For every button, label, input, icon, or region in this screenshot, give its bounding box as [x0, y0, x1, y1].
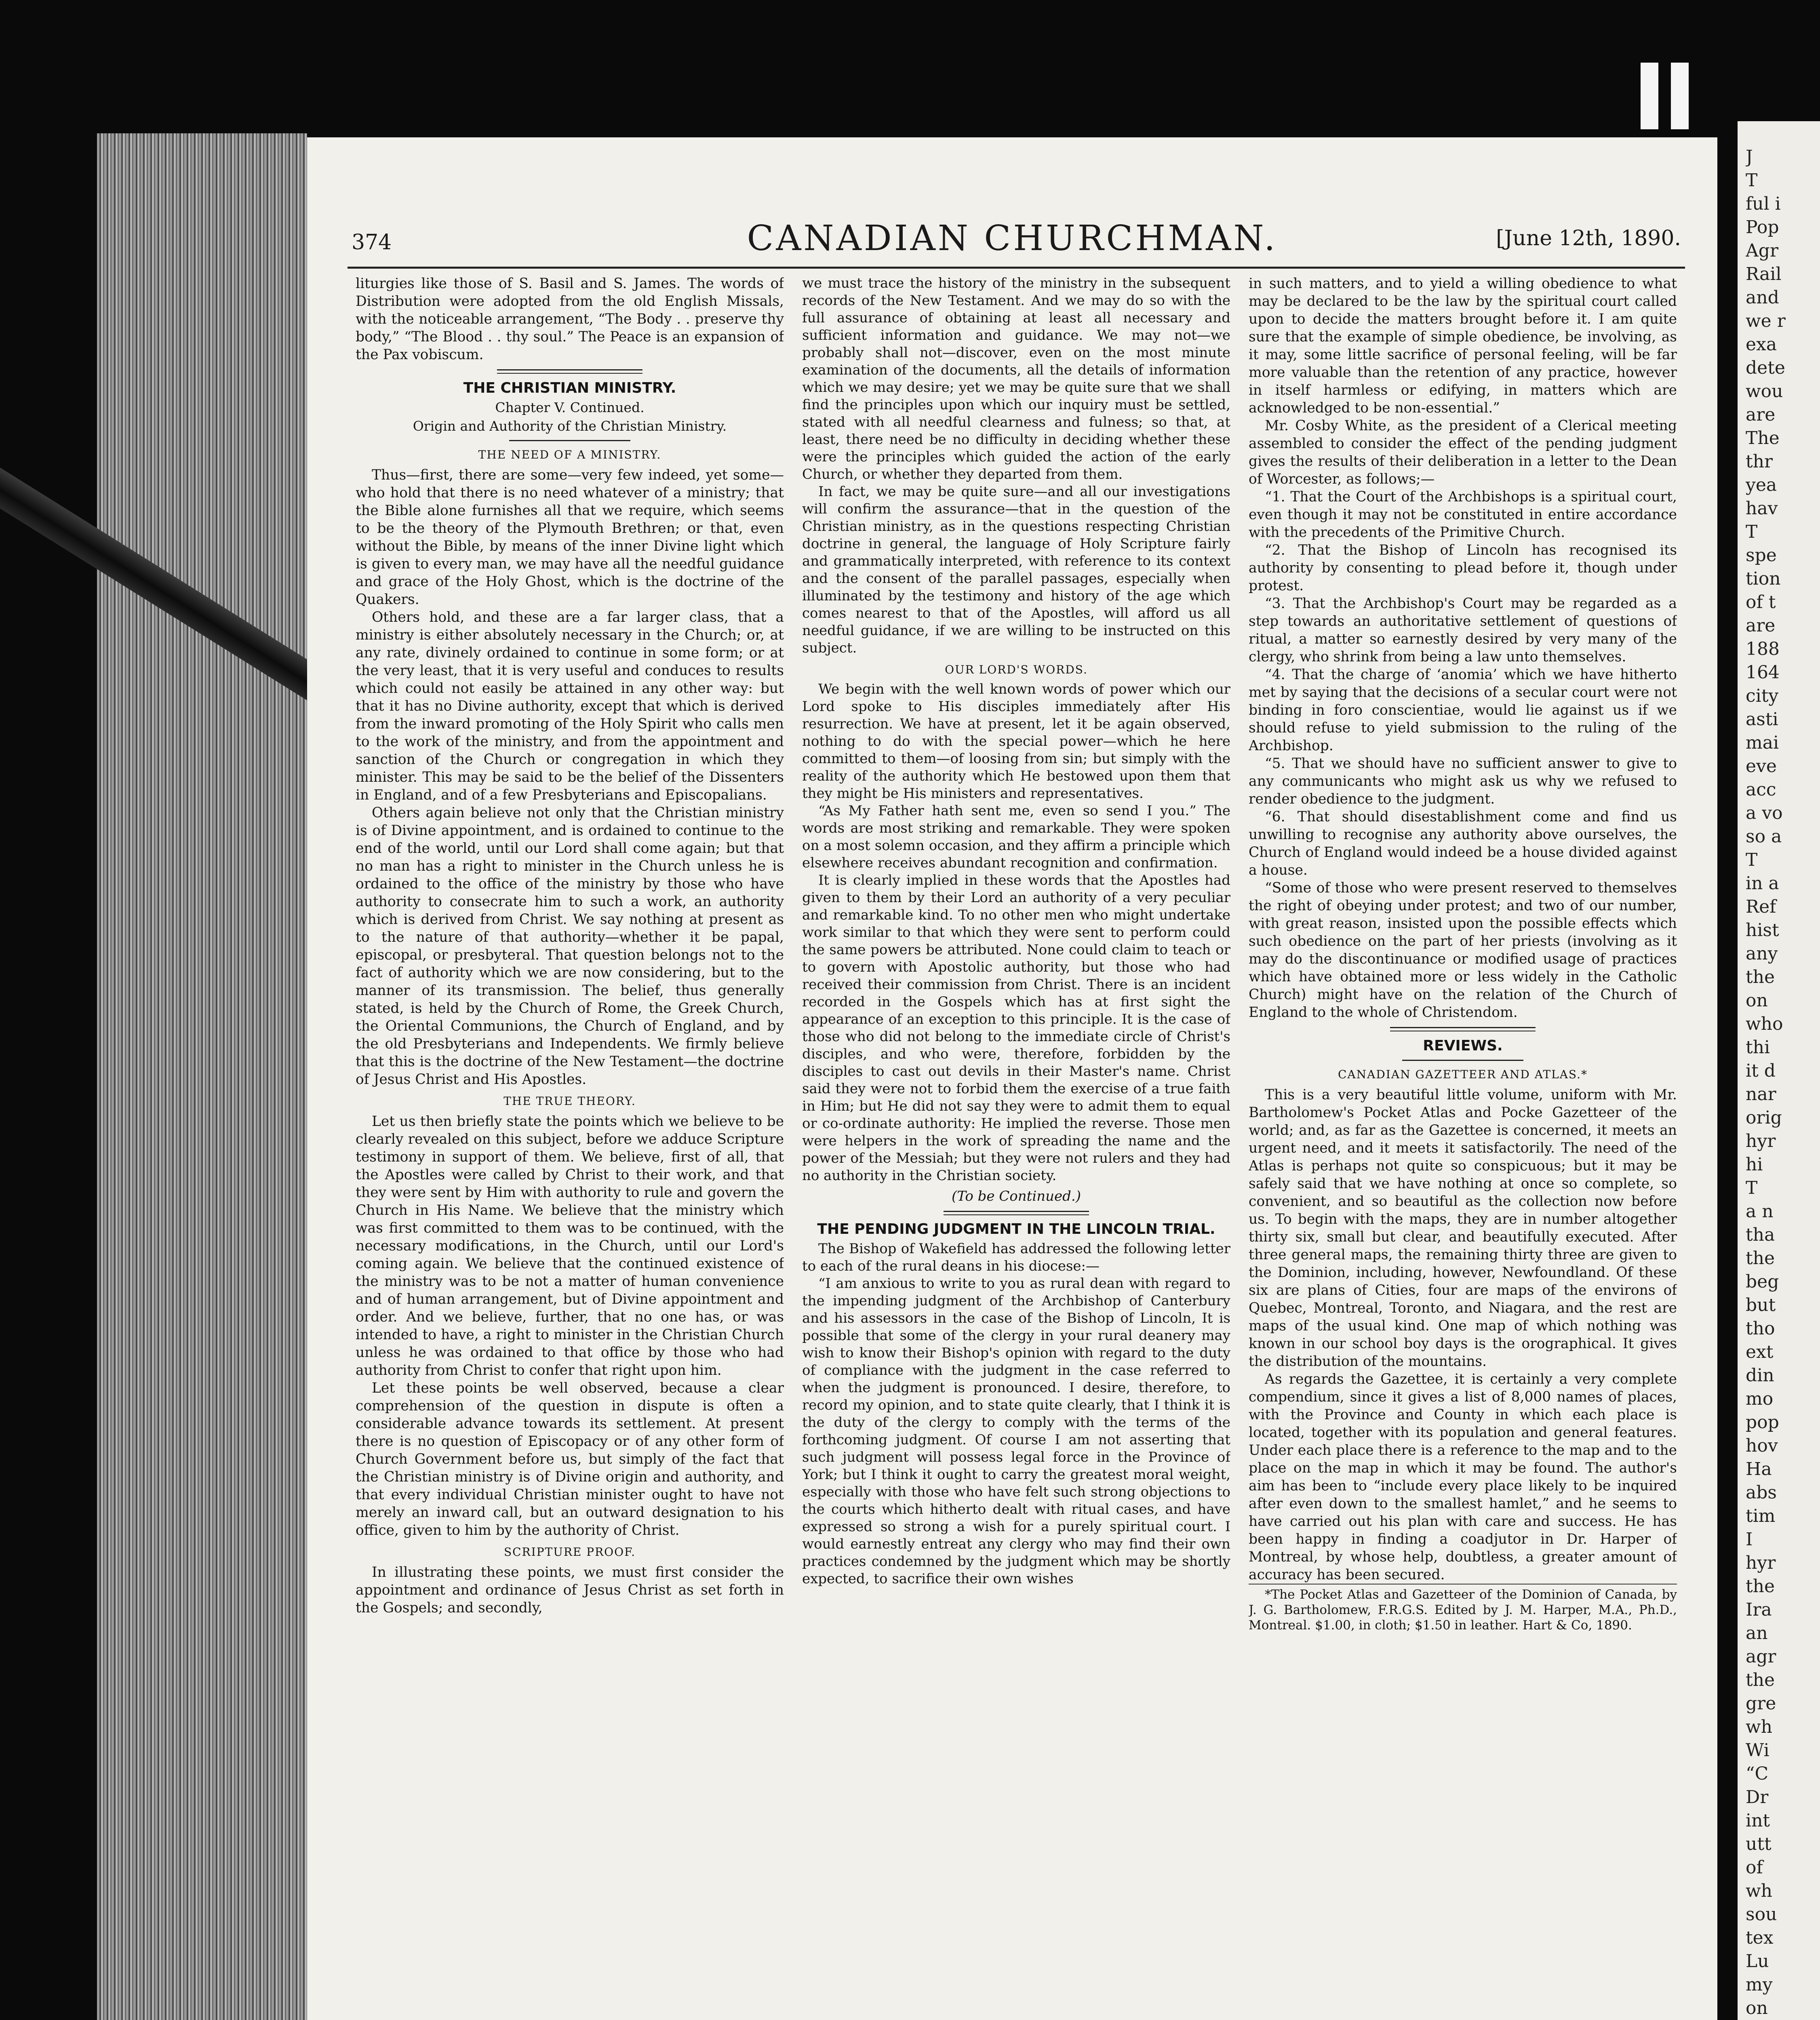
next-page-fragment: hyr [1746, 1553, 1776, 1573]
next-page-fragment: abs [1746, 1482, 1777, 1503]
next-page-fragment: tion [1746, 568, 1781, 589]
page-edges [97, 133, 307, 2020]
next-page-fragment: are [1746, 404, 1776, 425]
next-page-fragment: agr [1746, 1646, 1776, 1667]
next-page-fragment: hyr [1746, 1131, 1776, 1151]
next-page-fragment: but [1746, 1295, 1776, 1315]
footnote: *The Pocket Atlas and Gazetteer of the Dominion of Canada, by J. G. Bartholomew, F.R.G.S. Edited by J. M. Harper, M.A., Ph.D., Montreal. $1.00, in cloth; $1.50 in leather. Hart & Co, 1890. [1249, 1584, 1677, 1633]
next-page-fragment: and [1746, 287, 1779, 308]
next-page-fragment: Wi [1746, 1740, 1769, 1761]
next-page-fragment: The [1746, 428, 1780, 448]
next-page-fragment: tho [1746, 1318, 1775, 1339]
next-page-fragment: Ira [1746, 1599, 1772, 1620]
column-3 [1249, 275, 1677, 2020]
next-page-fragment: “C [1746, 1763, 1769, 1784]
article-separator [944, 1211, 1089, 1215]
next-page-fragment: in a [1746, 873, 1779, 894]
article-title: THE PENDING JUDGMENT IN THE LINCOLN TRIAL. [817, 1221, 1215, 1237]
next-page-fragment: orig [1746, 1107, 1782, 1128]
next-page-fragment: the [1746, 1576, 1775, 1597]
next-page-fragment: T [1746, 170, 1758, 191]
next-page-fragment: T [1746, 522, 1758, 542]
paragraph: “1. That the Court of the Archbishops is a spiritual court, even though it may not be constituted in entire accordance with the precedents of the Primitive Church. [1249, 489, 1677, 541]
next-page-fragment: asti [1746, 709, 1778, 730]
article-separator [1390, 1027, 1536, 1031]
to-be-continued: (To be Continued.) [952, 1188, 1081, 1204]
divider [1402, 1060, 1523, 1061]
next-page-fragment: thr [1746, 451, 1773, 472]
subheading: OUR LORD'S WORDS. [945, 663, 1088, 676]
paragraph: “5. That we should have no sufficient answer to give to any communicants who might ask us why we refused to render obedience to the judgment. [1249, 755, 1677, 807]
next-page-fragment: on [1746, 1998, 1768, 2018]
paragraph: Let these points be well observed, because a clear comprehension of the question in dispute is often a considerable advance towards its settlement. At present there is no question of Episcopacy or of any other form of Church Government before us, but simply of the fact that the Christian ministry is of Divine origin and authority, and that every individual Christian minister ought to have not merely an inward call, but an outward designation to his office, given to him by the authority of Christ. [356, 1380, 784, 1538]
scanner-marker [1641, 63, 1658, 129]
next-page-fragment: sou [1746, 1904, 1777, 1925]
paragraph: “Some of those who were present reserved to themselves the right of obeying under protest; and two of our number, with great reason, insisted upon the possible effects which such obedience on the part of her priests (involving as it may do the discontinuance or modified usage of practices which have obtained more or less widely in the Catholic Church) might have on the relation of the Church of England to the whole of Christendom. [1249, 880, 1677, 1021]
paragraph: We begin with the well known words of power which our Lord spoke to His disciples immediately after His resurrection. We have at present, let it be again observed, nothing to do with the special power—which he here committed to them—of loosing from sin; but simply with the reality of the authority which He bestowed upon them that they might be His ministers and representatives. [802, 681, 1230, 802]
column-2 [802, 275, 1230, 2020]
paragraph: Others again believe not only that the Christian ministry is of Divine appointment, and is ordained to continue to the end of the world, until our Lord shall come again; but that no man has a right to minister in the Church unless he is ordained to the office of the ministry by those who have authority to consecrate him to such a work, an authority which is derived from Christ. We say nothing at present as to the nature of that authority—whether it be papal, episcopal, or presbyteral. That question belongs not to the fact of authority which we are now considering, but to the manner of its transmission. The belief, thus generally stated, is held by the Church of Rome, the Greek Church, the Oriental Communions, the Church of England, and by the old Presbyterians and Independents. We firmly believe that this is the doctrine of the New Testament—the doctrine of Jesus Christ and His Apostles. [356, 805, 784, 1088]
section-title: REVIEWS. [1423, 1037, 1503, 1054]
next-page-fragment: Pop [1746, 217, 1779, 238]
paragraph: In illustrating these points, we must first consider the appointment and ordinance of Jesus Christ as set forth in the Gospels; and secondly, [356, 1564, 784, 1616]
next-page-fragment: tex [1746, 1927, 1774, 1948]
newspaper-title: CANADIAN CHURCHMAN. [747, 218, 1278, 259]
next-page-fragment: the [1746, 1670, 1775, 1690]
next-page-fragment: nar [1746, 1084, 1776, 1105]
next-page-fragment: spe [1746, 545, 1777, 566]
paragraph: we must trace the history of the ministry in the subsequent records of the New Testament. And we may do so with the full assurance of obtaining at least all necessary and sufficient information and guidance. We may not—we probably shall not—discover, even on the most minute examination of the documents, all the details of information which we may desire; yet we may be quite sure that we shall find the principles upon which our inquiry must be settled, stated with all needful clearness and fulness; so that, at least, there need be no difficulty in deciding whether these were the principles which guided the action of the early Church, or whether they departed from them. [802, 275, 1230, 482]
next-page-fragment: so a [1746, 826, 1782, 847]
masthead [339, 218, 1685, 263]
paragraph: Let us then briefly state the points which we believe to be clearly revealed on this subject, before we adduce Scripture testimony in support of them. We believe, first of all, that the Apostles were called by Christ to their work, and that they were sent by Him with authority to rule and govern the Church in His Name. We believe that the ministry which was first committed to them was to be continued, with the necessary modifications, in the Church, until our Lord's coming again. We believe that the continued existence of the ministry was to be not a matter of human convenience and of human arrangement, but of Divine appointment and order. And we believe, further, that no one has, or was intended to have, a right to minister in the Christian Church unless he was ordained to that office by those who had authority from Christ to confer that right upon him. [356, 1113, 784, 1378]
next-page-fragment: exa [1746, 334, 1777, 355]
next-page-fragment: the [1746, 1248, 1775, 1269]
next-page-fragment: ful i [1746, 194, 1781, 214]
next-page-fragment: Ha [1746, 1459, 1772, 1479]
next-page-fragment: who [1746, 1014, 1783, 1034]
subheading: THE TRUE THEORY. [503, 1094, 636, 1108]
paragraph: Others hold, and these are a far larger class, that a ministry is either absolutely necessary in the Church; or, at any rate, divinely ordained to continue in some form; or at the very least, that it is very useful and conduces to results which could not easily be attained in any other way: but that it has no Divine authority, except that which is derived from the inward promoting of the Holy Spirit who calls men to the work of the ministry, and from the appointment and sanction of the Church or congregation in which they minister. This may be said to be the belief of the Dissenters in England, and of a few Presbyterians and Episcopalians. [356, 609, 784, 803]
paragraph: Mr. Cosby White, as the president of a Clerical meeting assembled to consider the effect of the pending judgment gives the results of their deliberation in a letter to the Dean of Worcester, as follows;— [1249, 418, 1677, 487]
next-page-fragment: wh [1746, 1717, 1772, 1737]
next-page-fragment: tim [1746, 1506, 1776, 1526]
next-page-fragment: T [1746, 850, 1758, 870]
next-page-fragment: a n [1746, 1201, 1774, 1222]
column-1 [356, 275, 784, 2020]
header-rule [348, 267, 1685, 269]
paragraph: “As My Father hath sent me, even so send I you.” The words are most striking and remarkable. They were spoken on a most solemn occasion, and they affirm a principle which elsewhere receives abundant recognition and confirmation. [802, 803, 1230, 871]
next-page-fragment: wh [1746, 1881, 1772, 1901]
next-page-fragment: Dr [1746, 1787, 1769, 1807]
next-page-fragment: Agr [1746, 240, 1778, 261]
next-page-fragment: any [1746, 943, 1778, 964]
next-page-fragment: we r [1746, 311, 1786, 331]
paragraph: “2. That the Bishop of Lincoln has recognised its authority by consenting to plead before it, though under protest. [1249, 542, 1677, 594]
next-page-fragment: hov [1746, 1435, 1778, 1456]
next-page-fragment: utt [1746, 1834, 1772, 1854]
next-page-fragment: gre [1746, 1693, 1776, 1714]
next-page-fragment: T [1746, 1178, 1758, 1198]
next-page-fragment: a vo [1746, 803, 1783, 823]
issue-date: [June 12th, 1890. [1496, 226, 1681, 250]
paragraph: In fact, we may be quite sure—and all our investigations will confirm the assurance—that in the question of the Christian ministry, as in the questions respecting Christian doctrine in general, the language of Holy Scripture fairly and grammatically interpreted, with reference to its context and the consent of the parallel passages, especially when illuminated by the testimony and history of the age which comes nearest to that of the Apostles, will afford us all needful guidance, if we are willing to be instructed on this subject. [802, 484, 1230, 656]
next-page-fragment: Rail [1746, 264, 1782, 284]
next-page-fragment: the [1746, 967, 1775, 987]
paragraph: “6. That should disestablishment come and find us unwilling to recognise any authority above ourselves, the Church of England would indeed be a house divided against a house. [1249, 809, 1677, 878]
next-page-fragment: of t [1746, 592, 1776, 612]
next-page-fragment: Ref [1746, 896, 1776, 917]
next-page-fragment: yea [1746, 475, 1777, 495]
paragraph: Thus—first, there are some—very few indeed, yet some—who hold that there is no need whatever of a ministry; that the Bible alone furnishes all that we require, which seems to be the theory of the Plymouth Brethren; or that, even without the Bible, by means of the inner Divine light which is given to every man, we may have all the needful guidance and grace of the Holy Ghost, which is the doctrine of the Quakers. [356, 467, 784, 608]
paragraph: As regards the Gazettee, it is certainly a very complete compendium, since it gives a list of 8,000 names of places, with the Province and County in which each place is located, together with its population and general features. Under each place there is a reference to the map and to the place on the map in which it may be found. The author's aim has been to “include every place likely to be inquired after even down to the smallest hamlet,” and he seems to have carried out his plan with care and success. He has been happy in finding a coadjutor in Dr. Harper of Montreal, by whose help, doubtless, a greater amount of accuracy has been secured. [1249, 1371, 1677, 1583]
next-page-fragment: ext [1746, 1342, 1774, 1362]
next-page-fragment: dete [1746, 358, 1785, 378]
paragraph: liturgies like those of S. Basil and S. James. The words of Distribution were adopted from the old English Missals, with the noticeable arrangement, “The Body . . preserve thy body,” “The Blood . . thy soul.” The Peace is an expansion of the Pax vobiscum. [356, 276, 784, 363]
next-page-fragment: mo [1746, 1389, 1774, 1409]
paragraph: “I am anxious to write to you as rural dean with regard to the impending judgment of the Archbishop of Canterbury and his assessors in the case of the Bishop of Lincoln, It is possible that some of the clergy in your rural deanery may wish to know their Bishop's opinion with regard to the duty of compliance with the judgment in the case referred to when the judgment is pronounced. I desire, therefore, to record my opinion, and to state quite clearly, that I think it is the duty of the clergy to comply with the terms of the forthcoming judgment. Of course I am not asserting that such judgment will possess legal force in the Province of York; but I think it ought to carry the greatest moral weight, especially with those who have felt such strong objections to the courts which hitherto dealt with ritual cases, and have expressed so strong a wish for a purely spiritual court. I would earnestly entreat any clergy who may find their own practices condemned by the judgment which may be shortly expected, to sacrifice their own wishes [802, 1275, 1230, 1587]
section-title: Origin and Authority of the Christian Ministry. [413, 418, 727, 434]
next-page-fragment: wou [1746, 381, 1783, 402]
next-page-fragment: hi [1746, 1154, 1763, 1175]
next-page-fragment: beg [1746, 1271, 1779, 1292]
next-page-fragment: int [1746, 1810, 1770, 1831]
chapter-label: Chapter V. Continued. [495, 400, 645, 415]
next-page-edge [1738, 121, 1820, 2020]
paragraph: “3. That the Archbishop's Court may be regarded as a step towards an authoritative settlement of questions of ritual, a matter so earnestly desired by very many of the clergy, who shrink from being a law unto themselves. [1249, 595, 1677, 665]
next-page-fragment: mai [1746, 732, 1779, 753]
next-page-fragment: thi [1746, 1037, 1770, 1058]
next-page-fragment: hist [1746, 920, 1779, 941]
paragraph: in such matters, and to yield a willing obedience to what may be declared to be the law by the spiritual court called upon to decide the matters brought before it. I am quite sure that the example of simple obedience, be involving, as it may, some little sacrifice of personal feeling, will be far more valuable than the retention of any practice, however in itself harmless or edifying, in matters which are acknowledged to be non-essential.” [1249, 276, 1677, 416]
next-page-fragment: Lu [1746, 1951, 1769, 1972]
next-page-fragment: an [1746, 1623, 1768, 1643]
subheading: SCRIPTURE PROOF. [503, 1545, 636, 1559]
paragraph: It is clearly implied in these words that the Apostles had given to them by their Lord an authority of a very peculiar and remarkable kind. To no other men who might undertake work similar to that which they were sent to perform could the same powers be attributed. None could claim to teach or to govern with Apostolic authority, but those who had received their commission from Christ. There is an incident recorded in the Gospels which has at first sight the appearance of an exception to this principle. It is the case of those who did not belong to the immediate circle of Christ's disciples, and who were, therefore, forbidden by the disciples to cast out devils in their Master's name. Christ said they were not to forbid them the exercise of a true faith in Him; but He did not say they were to admit them to equal or co-ordinate authority: He implied the reverse. Those men were helpers in the work of spreading the name and the power of the Messiah; but they were not rulers and they had no authority in the Christian society. [802, 872, 1230, 1184]
next-page-fragment: hav [1746, 498, 1778, 519]
next-page-fragment: tha [1746, 1225, 1775, 1245]
divider [509, 440, 630, 441]
article-separator [497, 369, 642, 374]
paragraph: This is a very beautiful little volume, uniform with Mr. Bartholomew's Pocket Atlas and Pocke Gazetteer of the world; and, as far as the Gazettee is concerned, it meets an urgent need, and it meets it satisfactorily. The need of the Atlas is perhaps not quite so conspicuous; but it may be safely said that we have nothing at once so complete, so convenient, and so beautiful as the collection now before us. To begin with the maps, they are in number altogether thirty six, small but clear, and beautifully executed. After three general maps, the remaining thirty three are given to the Dominion, including, however, Newfoundland. Of these six are plans of Cities, four are maps of the environs of Quebec, Montreal, Toronto, and Niagara, and the rest are maps of the usual kind. One map of which nothing was known in our school boy days is the orographical. It gives the distribution of the mountains. [1249, 1087, 1677, 1370]
subheading: THE NEED OF A MINISTRY. [478, 448, 661, 461]
article-title: THE CHRISTIAN MINISTRY. [463, 380, 676, 396]
paragraph: “4. That the charge of ‘anomia’ which we have hitherto met by saying that the decisions of a secular court were not binding in foro conscientiae, would lie against us if we should refuse to yield submission to the ruling of the Archbishop. [1249, 667, 1677, 754]
next-page-fragment: of [1746, 1857, 1763, 1878]
paragraph: The Bishop of Wakefield has addressed the following letter to each of the rural deans in his diocese:— [802, 1241, 1230, 1274]
next-page-fragment: 188 [1746, 639, 1780, 659]
next-page-fragment: I [1746, 1529, 1753, 1550]
newspaper-page [307, 137, 1717, 2020]
next-page-fragment: my [1746, 1974, 1773, 1995]
scanner-marker [1671, 63, 1689, 129]
next-page-fragment: it d [1746, 1060, 1776, 1081]
next-page-fragment: city [1746, 686, 1779, 706]
next-page-fragment: are [1746, 615, 1776, 636]
next-page-fragment: pop [1746, 1412, 1779, 1433]
next-page-fragment: 164 [1746, 662, 1780, 683]
page-number: 374 [352, 230, 392, 255]
next-page-fragment: acc [1746, 779, 1776, 800]
next-page-fragment: on [1746, 990, 1768, 1011]
next-page-fragment: din [1746, 1365, 1774, 1386]
next-page-fragment: eve [1746, 756, 1777, 776]
subheading: CANADIAN GAZETTEER AND ATLAS.* [1338, 1068, 1588, 1081]
next-page-fragment: J [1746, 147, 1753, 167]
